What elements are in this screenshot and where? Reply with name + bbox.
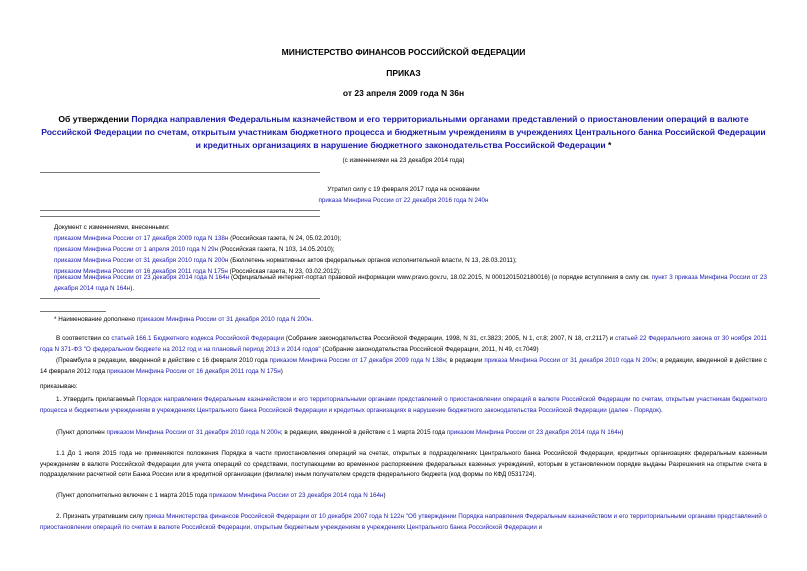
preamble-link-3[interactable]: приказом Минфина России от 16 декабря 2011 года N 175н: [106, 367, 281, 375]
paragraph-2: 2. Признать утратившим силу приказ Министерства финансов Российской Федерации от 10 декабря 2007 года N 122н "Об утверждении Порядка направления Федеральным казначейством и его территориальными органами представлений о приостановлении операций по счетам в валюте Российской Федерации, открытым бюджетным учреждениям в учреждениях Центрального банка Российской Федерации и: [40, 513, 767, 531]
budget-code-link[interactable]: статьей 166.1 Бюджетного кодекса Российской Федерации: [111, 335, 284, 342]
change-item-link[interactable]: приказом Минфина России от 23 декабря 2014 года N 164н: [54, 274, 230, 281]
change-item-link[interactable]: приказом Минфина России от 16 декабря 2011 года N 175н: [54, 268, 228, 275]
federal-law-link[interactable]: статьей 22 Федерального закона от 30 ноября 2011 года N 371-ФЗ "О федеральном бюджете на 2012 год и на плановый период 2013 и 2014 годов": [40, 335, 768, 353]
change-item-link[interactable]: приказом Минфина России от 1 апреля 2010 года N 29н: [54, 246, 219, 253]
changes-intro: Документ с изменениями, внесенными:: [54, 224, 170, 231]
footnote-link[interactable]: приказом Минфина России от 31 декабря 2010 года N 200н: [136, 316, 312, 323]
change-item-point-link[interactable]: пункт 3: [651, 274, 673, 281]
preamble-link-1[interactable]: приказом Минфина России от 17 декабря 2009 года N 138н: [269, 357, 446, 364]
preamble-note: (Преамбула в редакции, введенной в действие с 16 февраля 2010 года приказом Минфина России от 17 декабря 2009 года N 138н; в редакции приказа Минфина России от 31 декабря 2010 года N 200н; в редакции, введенной в действие с 14 февраля 2012 года приказом Минфина России от 16 декабря 2011 года N 175н): [40, 357, 768, 375]
doc-type-heading: ПРИКАЗ: [386, 68, 421, 78]
p1-note-link-1[interactable]: приказом Минфина России от 31 декабря 2010 года N 200н: [106, 429, 281, 436]
preamble-link-2[interactable]: приказа Минфина России от 31 декабря 2010 года N 200н: [484, 357, 657, 364]
paragraph-1: 1. Утвердить прилагаемый Порядок направления Федеральным казначейством и его территориальными органами представлений о приостановлении операций в валюте Российской Федерации по счетам, открытым участникам бюджетного процесса и бюджетным учреждениям в учреждениях Центрального банка Российской Федерации и кредитных организациях в нарушение бюджетного законодательства Российской Федерации (далее - Порядок).: [40, 396, 768, 414]
title-procedure-link[interactable]: Порядка направления Федеральным казначейством и его территориальными органами представлений о приостановлении операций в валюте Российской Федерации по счетам, открытым участникам бюджетного процесса и бюджетным учреждениям в учреждениях Центрального банка Российской Федерации и кредитных организациях в нарушение бюджетного законодательства Российской Федерации: [41, 114, 766, 150]
paragraph-1-1: 1.1 До 1 июля 2015 года не применяются положения Порядка в части приостановления операций на счетах, открытых в подразделениях Центрального банка Российской Федерации, кредитных организациях федеральным казенным учреждениям в валюте Российской Федерации для учета операций со средствами, поступающими во временное распоряжение федеральных казенных учреждений, которым в установленном порядке выданы Разрешения на открытие счета в подразделении расчетной сети Банка России или в кредитной организации (филиале) иным получателем средств федерального бюджета (код формы по КФД 0531724).: [40, 450, 767, 478]
p1-note-link-2[interactable]: приказом Минфина России от 23 декабря 2014 года N 164н: [446, 429, 622, 436]
divider: [40, 216, 320, 217]
footnote: * Наименование дополнено приказом Минфина России от 31 декабря 2010 года N 200н.: [54, 316, 314, 323]
ministry-heading: МИНИСТЕРСТВО ФИНАНСОВ РОССИЙСКОЙ ФЕДЕРАЦИИ: [281, 47, 526, 57]
change-item: приказом Минфина России от 1 апреля 2010 года N 29н (Российская газета, N 103, 14.05.2010);: [54, 246, 335, 253]
change-item: приказом Минфина России от 17 декабря 2009 года N 138н (Российская газета, N 24, 05.02.2010);: [54, 235, 342, 242]
footnote-divider: [40, 311, 106, 312]
change-item: приказом Минфина России от 31 декабря 2010 года N 200н (Бюллетень нормативных актов федеральных органов исполнительной власти, N 13, 28.03.2011);: [54, 257, 517, 264]
change-item-link[interactable]: приказом Минфина России от 31 декабря 2010 года N 200н: [54, 257, 229, 264]
divider: [40, 210, 320, 211]
amended-note: (с изменениями на 23 декабря 2014 года): [342, 157, 465, 164]
change-item: приказом Минфина России от 23 декабря 2014 года N 164н (Официальный интернет-портал правовой информации www.pravo.gov.ru, 18.02.2015, N 0001201502180016) (о порядке вступления в силу см. пункт 3 приказа Минфина России от 23 декабря 2014 года N 164н).: [54, 274, 767, 292]
repealed-order-link[interactable]: приказ Министерства финансов Российской Федерации от 10 декабря 2007 года N 122н "Об утверждении Порядка направления Федеральным казначейством и его территориальными органами представлений о приостановлении операций по счетам в валюте Российской Федерации, открытым бюджетным учреждениям в учреждениях Центрального банка Российской Федерации и: [40, 513, 767, 531]
paragraph-1-note: (Пункт дополнен приказом Минфина России от 31 декабря 2010 года N 200н; в редакции, введенной в действие с 1 марта 2015 года приказом Минфина России от 23 декабря 2014 года N 164н): [56, 429, 624, 436]
change-item: приказом Минфина России от 16 декабря 2011 года N 175н (Российская газета, N 23, 03.02.2012);: [54, 268, 341, 275]
paragraph-1-1-note: (Пункт дополнительно включен с 1 марта 2015 года приказом Минфина России от 23 декабря 2014 года N 164н): [56, 492, 386, 499]
expired-link[interactable]: приказа Минфина России от 22 декабря 2016 года N 240н: [318, 197, 489, 204]
change-item-order-link[interactable]: приказа Минфина России от 23 декабря 2014 года N 164н: [54, 274, 767, 292]
procedure-link[interactable]: Порядок направления Федеральным казначейством и его территориальными органами представлений о приостановлении операций в валюте Российской Федерации по счетам, открытым участникам бюджетного процесса и бюджетным учреждениям в учреждениях Центрального банка Российской Федерации и кредитных организациях в нарушение бюджетного законодательства Российской Федерации (далее - Порядок): [40, 396, 768, 414]
order-word: приказываю:: [40, 383, 78, 390]
document-title: [40, 113, 767, 152]
divider: [40, 172, 320, 173]
expired-note: Утратил силу с 19 февраля 2017 года на основании: [327, 186, 480, 193]
basis-paragraph: В соответствии со статьей 166.1 Бюджетного кодекса Российской Федерации (Собрание законодательства Российской Федерации, 1998, N 31, ст.3823; 2005, N 1, ст.8; 2007, N 18, ст.2117) и статьей 22 Федерального закона от 30 ноября 2011 года N 371-ФЗ "О федеральном бюджете на 2012 год и на плановый период 2013 и 2014 годов" (Собрание законодательства Российской Федерации, 2011, N 49, ст.7049): [40, 335, 768, 353]
date-number-heading: от 23 апреля 2009 года N 36н: [342, 88, 465, 98]
title-prefix: Об утверждении: [58, 114, 132, 124]
change-item-link[interactable]: приказом Минфина России от 17 декабря 2009 года N 138н: [54, 235, 229, 242]
p11-note-link[interactable]: приказом Минфина России от 23 декабря 2014 года N 164н: [209, 492, 384, 499]
divider: [40, 298, 320, 299]
title-suffix: *: [605, 140, 612, 150]
